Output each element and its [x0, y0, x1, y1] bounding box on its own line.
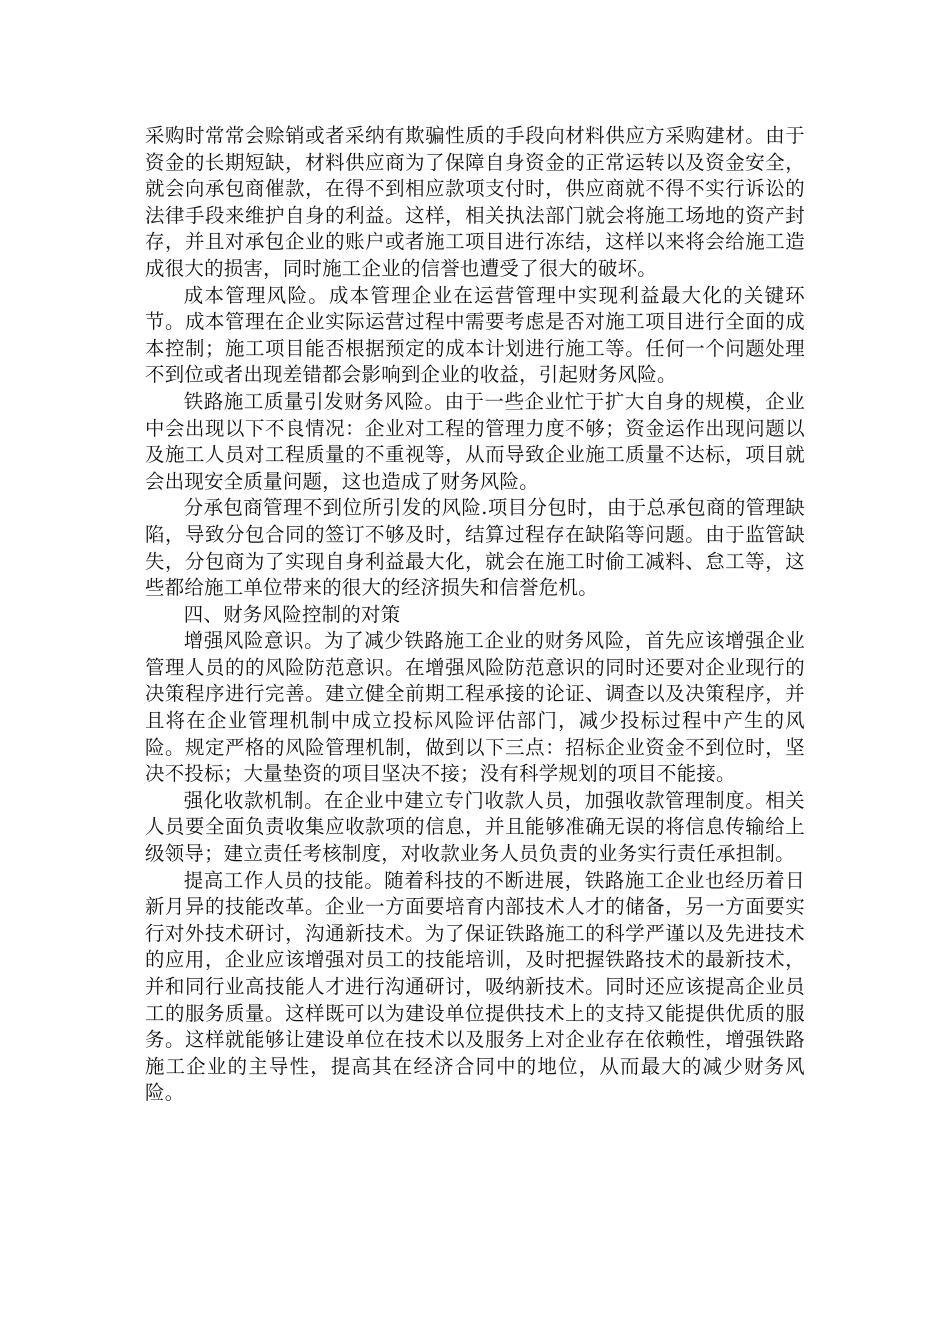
- paragraph-collection-mechanism: 强化收款机制。在企业中建立专门收款人员，加强收款管理制度。相关人员要全面负责收集应收款项的信息，并且能够准确无误的将信息传输给上级领导；建立责任考核制度，对收款业务人员负责的业务实行责任承担制。: [145, 788, 805, 866]
- paragraph-quality-risk: 铁路施工质量引发财务风险。由于一些企业忙于扩大自身的规模，企业中会出现以下不良情况：企业对工程的管理力度不够；资金运作出现问题以及施工人员对工程质量的不重视等，从而导致企业施工质量不达标，项目就会出现安全质量问题，这也造成了财务风险。: [145, 389, 805, 493]
- section-heading: 四、财务风险控制的对策: [183, 602, 401, 626]
- paragraph-staff-skills: 提高工作人员的技能。随着科技的不断进展，铁路施工企业也经历着日新月异的技能改革。企业一方面要培育内部技术人才的储备，另一方面要实行对外技术研讨，沟通新技术。为了保证铁路施工的科学严谨以及先进技术的应用，企业应该增强对员工的技能培训，及时把握铁路技术的最新技术，并和同行业高技能人才进行沟通研讨，吸纳新技术。同时还应该提高企业员工的服务质量。这样既可以为建设单位提供技术上的支持又能提供优质的服务。这样就能够让建设单位在技术以及服务上对企业存在依赖性，增强铁路施工企业的主导性，提高其在经济合同中的地位，从而最大的减少财务风险。: [145, 868, 805, 1105]
- paragraph-subcontractor-risk: 分承包商管理不到位所引发的风险.项目分包时，由于总承包商的管理缺陷，导致分包合同的签订不够及时，结算过程存在缺陷等问题。由于监管缺失，分包商为了实现自身利益最大化，就会在施工时偷工减料、怠工等，这些都给施工单位带来的很大的经济损失和信誉危机。: [145, 496, 805, 600]
- paragraph-risk-awareness: 增强风险意识。为了减少铁路施工企业的财务风险，首先应该增强企业管理人员的的风险防范意识。在增强风险防范意识的同时还要对企业现行的决策程序进行完善。建立健全前期工程承接的论证、调查以及决策程序，并且将在企业管理机制中成立投标风险评估部门，减少投标过程中产生的风险。规定严格的风险管理机制，做到以下三点：招标企业资金不到位时，坚决不投标；大量垫资的项目坚决不接；没有科学规划的项目不能接。: [145, 629, 805, 786]
- paragraph-cost-management-risk: 成本管理风险。成本管理企业在运营管理中实现利益最大化的关键环节。成本管理在企业实际运营过程中需要考虑是否对施工项目进行全面的成本控制；施工项目能否根据预定的成本计划进行施工等。任何一个问题处理不到位或者出现差错都会影响到企业的收益，引起财务风险。: [145, 283, 805, 387]
- paragraph-continued: 采购时常常会赊销或者采纳有欺骗性质的手段向材料供应方采购建材。由于资金的长期短缺，材料供应商为了保障自身资金的正常运转以及资金安全，就会向承包商催款，在得不到相应款项支付时，供应商就不得不实行诉讼的法律手段来维护自身的利益。这样，相关执法部门就会将施工场地的资产封存，并且对承包企业的账户或者施工项目进行冻结，这样以来将会给施工造成很大的损害，同时施工企业的信誉也遭受了很大的破坏。: [145, 124, 805, 280]
- document-body: [145, 123, 805, 1107]
